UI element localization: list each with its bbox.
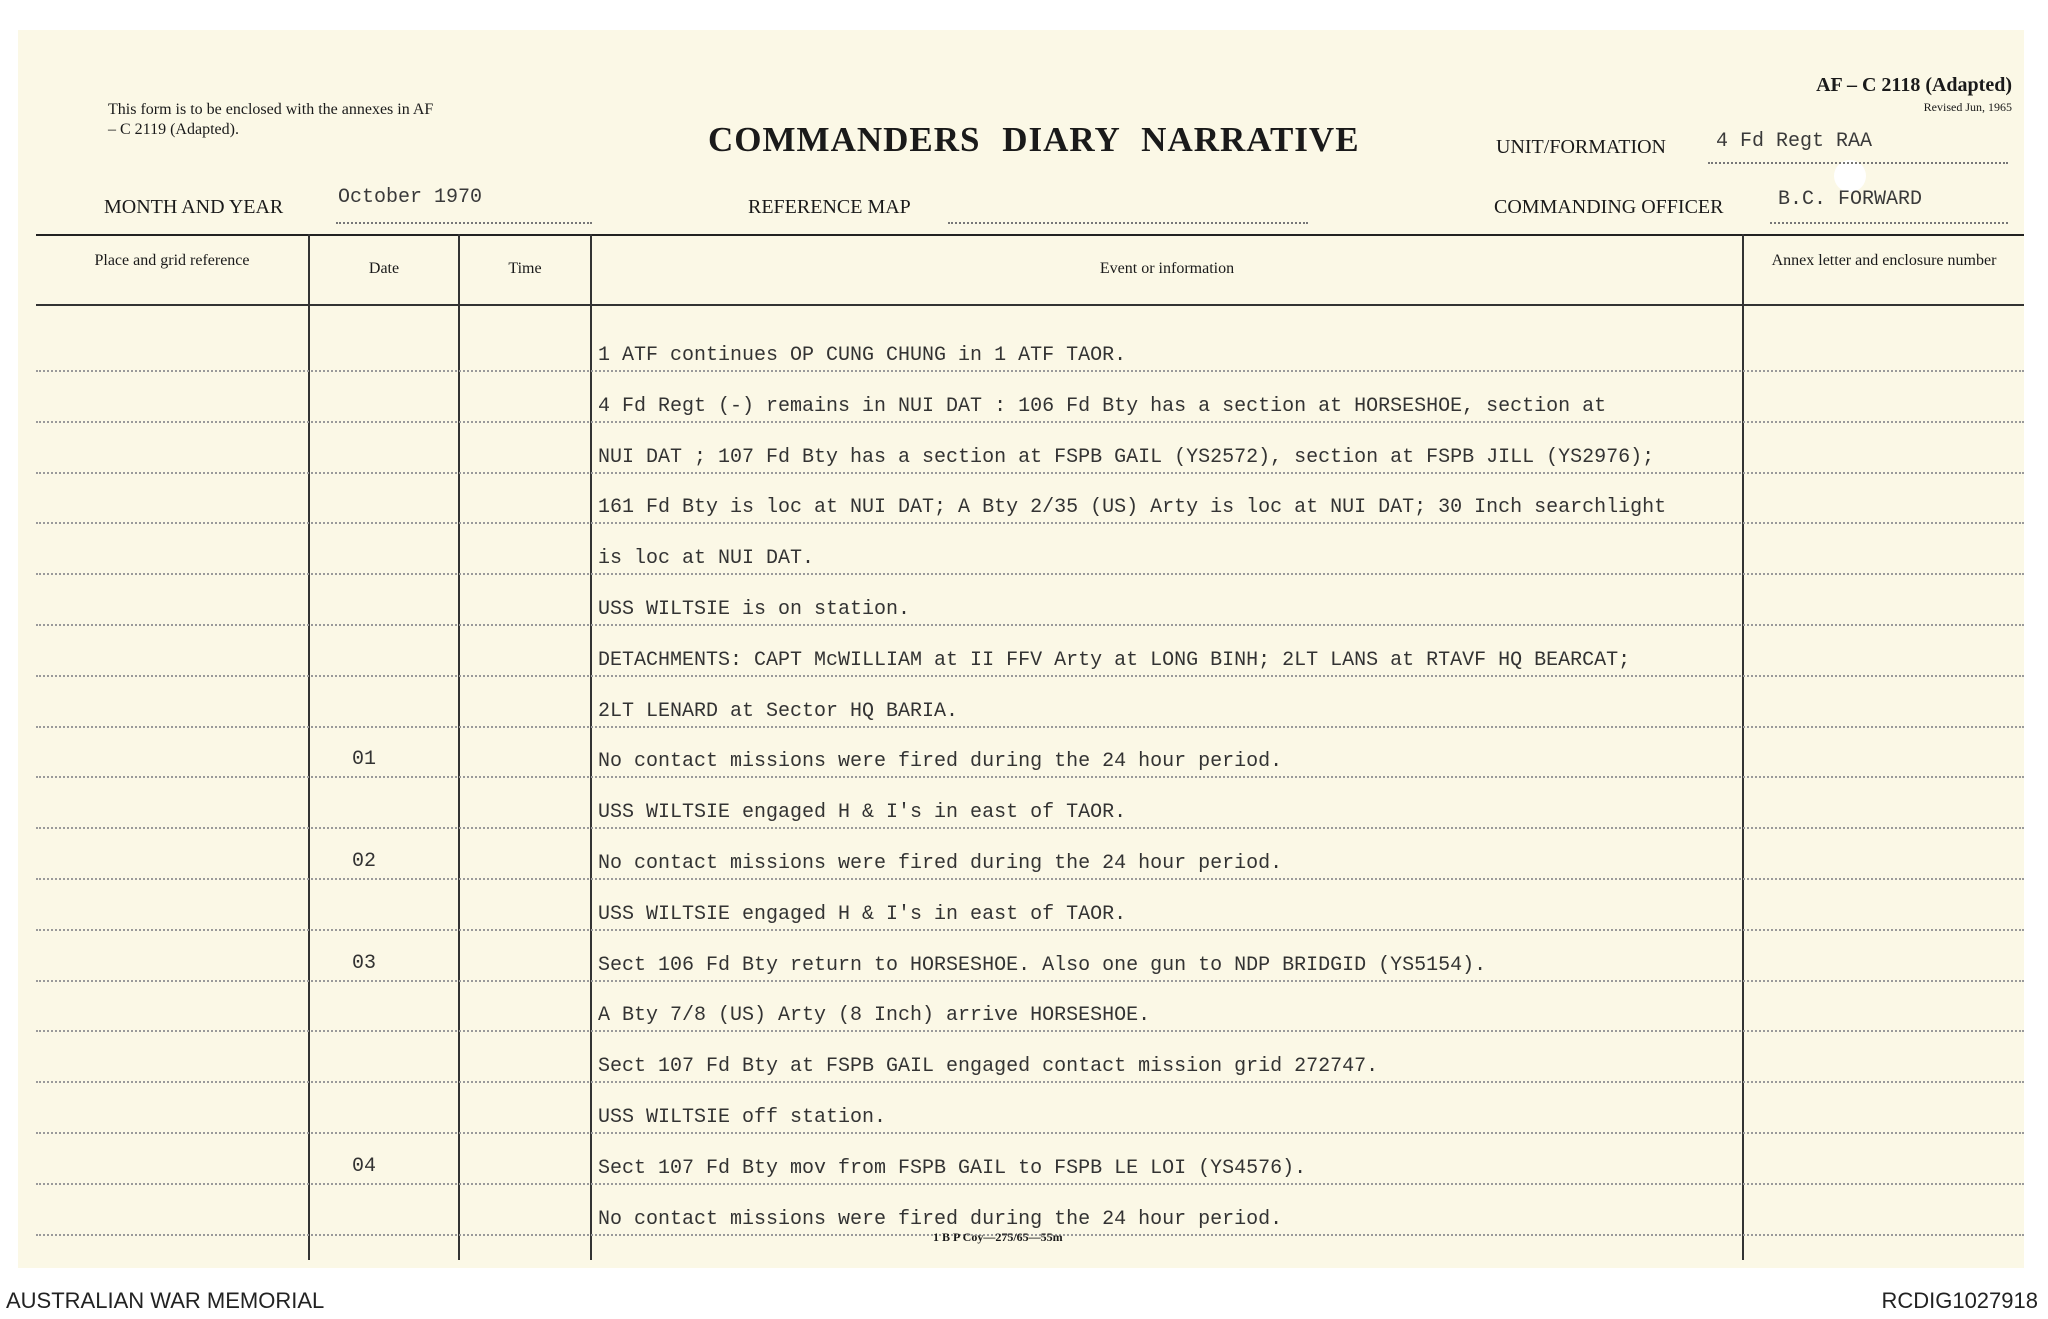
printer-imprint: 1 B P Coy—275/65—55m (933, 1230, 1063, 1244)
entry-text: 1 ATF continues OP CUNG CHUNG in 1 ATF TAOR. (598, 344, 1127, 367)
entry-text: USS WILTSIE engaged H & I's in east of TAOR. (598, 801, 1127, 825)
table-header-border (36, 304, 2024, 306)
form-code: AF – C 2118 (Adapted) (1816, 74, 2012, 96)
row-rule (36, 472, 2024, 474)
column-divider (308, 234, 310, 1260)
entry-date: 01 (352, 748, 377, 772)
entry-text: 4 Fd Regt (-) remains in NUI DAT : 106 Fd Bty has a section at HORSESHOE, section at (598, 394, 1607, 418)
entry-text: Sect 107 Fd Bty at FSPB GAIL engaged contact mission grid 272747. (598, 1055, 1379, 1079)
entry-text: Sect 106 Fd Bty return to HORSESHOE. Also one gun to NDP BRIDGID (YS5154). (598, 953, 1487, 977)
row-rule (36, 878, 2024, 880)
entry-text: is loc at NUI DAT. (598, 547, 815, 571)
unit-field (1708, 130, 2008, 164)
entry-text: USS WILTSIE off station. (598, 1106, 887, 1129)
entry-text: 2LT LENARD at Sector HQ BARIA. (598, 699, 959, 723)
table-top-border (36, 234, 2024, 236)
month-year-field (336, 186, 592, 224)
page-title: COMMANDERS DIARY NARRATIVE (708, 120, 1360, 159)
reference-map-field (948, 196, 1308, 224)
month-year-label: MONTH AND YEAR (104, 196, 284, 218)
row-rule (36, 929, 2024, 931)
archive-id: RCDIG1027918 (1881, 1288, 2038, 1313)
entry-text: USS WILTSIE engaged H & I's in east of TAOR. (598, 902, 1127, 926)
unit-value: 4 Fd Regt RAA (1716, 130, 1873, 153)
entry-date: 03 (352, 951, 377, 975)
entry-text: No contact missions were fired during the 24 hour period. (598, 1207, 1283, 1231)
row-rule (36, 776, 2024, 778)
entry-text: No contact missions were fired during the 24 hour period. (598, 750, 1283, 774)
entry-text: Sect 107 Fd Bty mov from FSPB GAIL to FSPB LE LOI (YS4576). (598, 1156, 1307, 1180)
column-header-annex: Annex letter and enclosure number (1771, 252, 1997, 269)
commanding-officer-value: B.C. FORWARD (1778, 188, 1923, 211)
entry-date: 04 (352, 1154, 377, 1178)
row-rule (36, 1030, 2024, 1032)
entry-text: A Bty 7/8 (US) Arty (8 Inch) arrive HORSESHOE. (598, 1004, 1151, 1028)
row-rule (36, 573, 2024, 575)
column-header-event: Event or information (1099, 260, 1235, 277)
entry-text: USS WILTSIE is on station. (598, 598, 911, 621)
row-rule (36, 827, 2024, 829)
row-rule (36, 675, 2024, 677)
entry-text: NUI DAT ; 107 Fd Bty has a section at FSPB GAIL (YS2572), section at FSPB JILL (YS2976); (598, 445, 1655, 469)
entry-text: No contact missions were fired during the 24 hour period. (598, 852, 1283, 875)
entry-date: 02 (352, 850, 377, 873)
row-rule (36, 421, 2024, 423)
row-rule (36, 522, 2024, 524)
column-divider (590, 234, 592, 1260)
column-header-time: Time (508, 260, 542, 277)
column-divider (458, 234, 460, 1260)
row-rule (36, 1132, 2024, 1134)
row-rule (36, 726, 2024, 728)
entry-text: 161 Fd Bty is loc at NUI DAT; A Bty 2/35 (US) Arty is loc at NUI DAT; 30 Inch searchlight (598, 496, 1667, 520)
row-rule (36, 624, 2024, 626)
commanding-officer-field (1770, 188, 2008, 224)
form-revised-date: Revised Jun, 1965 (1923, 100, 2012, 114)
form-note: This form is to be enclosed with the annexes in AF – C 2119 (Adapted). (108, 101, 434, 138)
column-header-date: Date (368, 260, 400, 277)
form-sheet (18, 30, 2024, 1268)
unit-label: UNIT/FORMATION (1496, 136, 1666, 158)
commanding-officer-label: COMMANDING OFFICER (1494, 196, 1724, 218)
reference-map-label: REFERENCE MAP (748, 196, 911, 218)
month-year-value: October 1970 (338, 186, 483, 209)
column-header-place: Place and grid reference (94, 252, 250, 269)
row-rule (36, 1081, 2024, 1083)
archive-institution: AUSTRALIAN WAR MEMORIAL (6, 1288, 325, 1313)
entry-text: DETACHMENTS: CAPT McWILLIAM at II FFV Arty at LONG BINH; 2LT LANS at RTAVF HQ BEARCAT; (598, 648, 1631, 672)
row-rule (36, 370, 2024, 372)
column-divider (1742, 234, 1744, 1260)
row-rule (36, 980, 2024, 982)
row-rule (36, 1183, 2024, 1185)
